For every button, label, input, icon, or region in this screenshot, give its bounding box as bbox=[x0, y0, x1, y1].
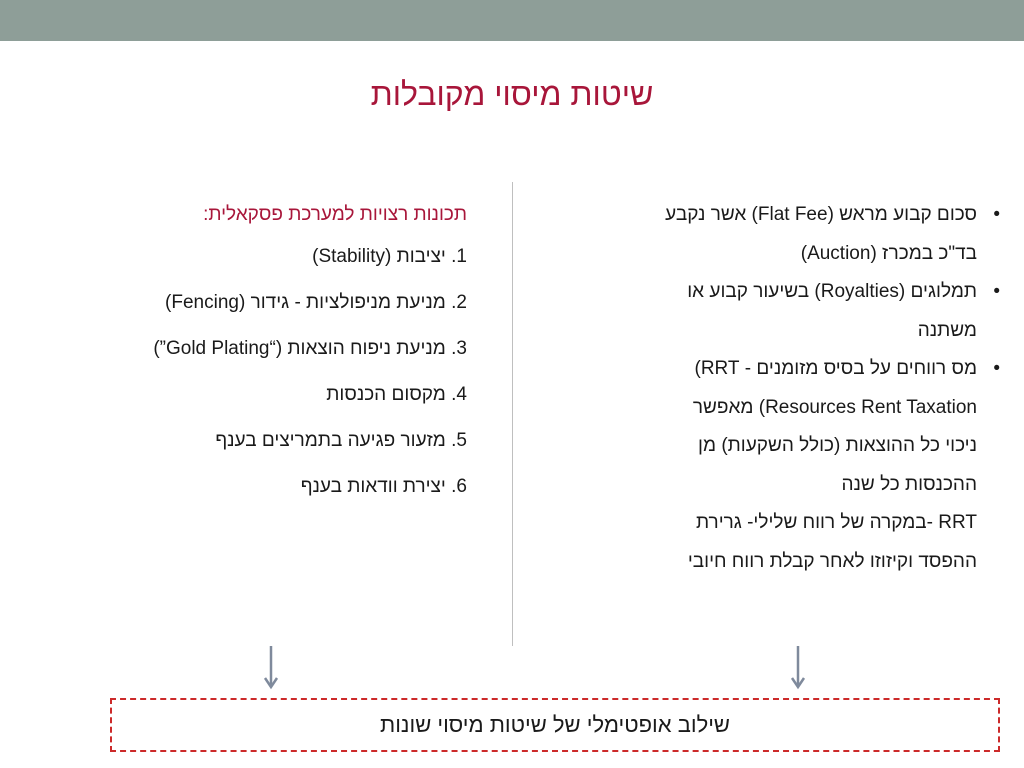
list-item-line: RRT -במקרה של רווח שלילי- גרירת bbox=[696, 512, 977, 533]
list-item-line: ההפסד וקיזוזו לאחר קבלת רווח חיובי bbox=[687, 550, 977, 572]
column-divider bbox=[512, 182, 513, 646]
down-arrow-icon bbox=[790, 644, 806, 690]
list-item-line: ההכנסות כל שנה bbox=[841, 473, 977, 495]
list-item: 5. מזעור פגיעה בתמריצים בענף bbox=[215, 430, 467, 451]
bullet-icon: • bbox=[993, 281, 1000, 302]
list-item-line: סכום קבוע מראש (Flat Fee) אשר נקבע bbox=[665, 204, 977, 225]
conclusion-box bbox=[110, 698, 1000, 752]
fiscal-properties-section bbox=[40, 196, 467, 510]
list-item-line: תמלוגים (Royalties) בשיעור קבוע או bbox=[687, 281, 977, 302]
list-item-line: מס רווחים על בסיס מזומנים - RRT) bbox=[694, 358, 977, 379]
section-heading: תכונות רצויות למערכת פסקאלית: bbox=[203, 204, 467, 225]
list-item-royalties bbox=[560, 273, 1000, 350]
list-item: 4. מקסום הכנסות bbox=[326, 384, 467, 405]
bullet-icon: • bbox=[993, 204, 1000, 225]
slide-title: שיטות מיסוי מקובלות bbox=[370, 76, 654, 112]
list-item-rrt bbox=[560, 350, 1000, 581]
list-item: 2. מניעת מניפולציות - גידור (Fencing) bbox=[165, 292, 467, 313]
down-arrow-icon bbox=[263, 644, 279, 690]
list-item-flat-fee bbox=[560, 196, 1000, 273]
list-item: 1. יציבות (Stability) bbox=[312, 246, 467, 267]
list-item: 6. יצירת וודאות בענף bbox=[300, 476, 467, 497]
list-item-line: ניכוי כל ההוצאות (כולל השקעות) מן bbox=[698, 435, 977, 456]
header-bar bbox=[0, 0, 1024, 41]
list-item: 3. מניעת ניפוח הוצאות (“Gold Plating”) bbox=[153, 338, 467, 359]
conclusion-text: שילוב אופטימלי של שיטות מיסוי שונות bbox=[380, 712, 730, 737]
properties-list bbox=[40, 234, 467, 510]
taxation-methods-list bbox=[560, 196, 1000, 581]
list-item-line: משתנה bbox=[917, 319, 977, 341]
bullet-icon: • bbox=[993, 358, 1000, 379]
list-item-line: Resources Rent Taxation) מאפשר bbox=[692, 396, 977, 418]
list-item-line: בד"כ במכרז (Auction) bbox=[800, 242, 977, 264]
